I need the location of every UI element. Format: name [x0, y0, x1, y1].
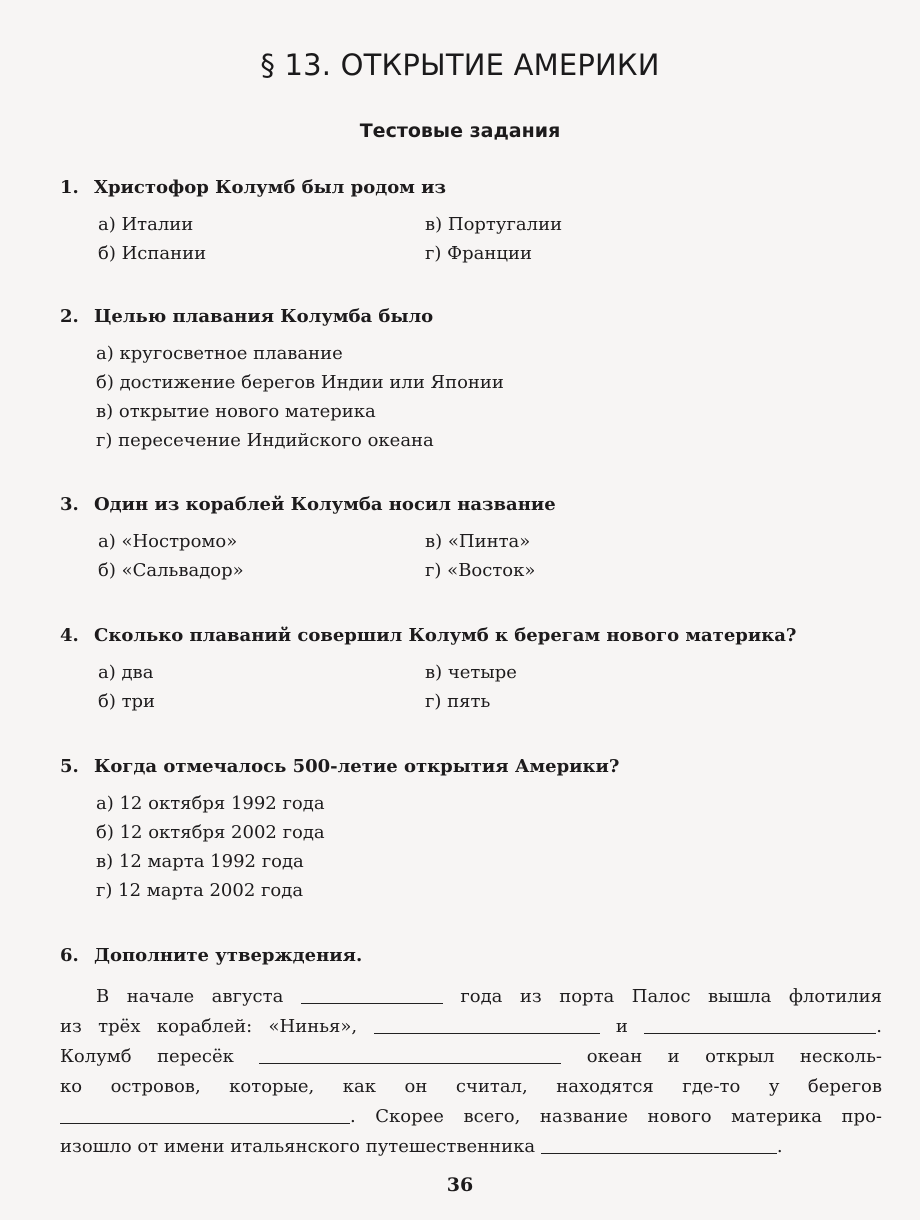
question-2 [60, 303, 860, 455]
question-6 [60, 942, 860, 970]
question-text: Сколько плаваний совершил Колумб к берегам нового материка? [94, 625, 797, 646]
section-title: Тестовые задания [359, 120, 561, 142]
answer-option[interactable]: г) «Восток» [425, 560, 536, 581]
answer-option[interactable]: а) 12 октября 1992 года [96, 793, 325, 814]
fill-line [60, 1042, 882, 1072]
answer-blank[interactable] [301, 983, 443, 1004]
answer-option[interactable]: а) кругосветное плавание [96, 343, 343, 364]
fill-text: ко островов, которые, как он считал, находятся где-то у берегов [60, 1076, 882, 1097]
question-text: Когда отмечалось 500-летие открытия Америки? [94, 756, 620, 777]
fill-text: Колумб пересёк [60, 1046, 234, 1067]
question-text: Один из кораблей Колумба носил название [94, 494, 556, 515]
fill-text: В начале августа [96, 986, 284, 1007]
question-heading [60, 942, 860, 970]
answer-option[interactable]: а) Италии [98, 214, 194, 235]
answer-blank[interactable] [60, 1103, 350, 1124]
answer-option[interactable]: г) пересечение Индийского океана [96, 430, 434, 451]
answer-blank[interactable] [259, 1043, 561, 1064]
question-number: 2. [60, 306, 79, 327]
answer-option[interactable]: а) два [98, 662, 154, 683]
fill-text: изошло от имени итальянского путешественника [60, 1136, 536, 1157]
answer-option[interactable]: в) четыре [425, 662, 517, 683]
answer-options [60, 210, 860, 268]
question-heading [60, 753, 860, 781]
question-text: Целью плавания Колумба было [94, 306, 434, 327]
answer-option[interactable]: б) достижение берегов Индии или Японии [96, 372, 504, 393]
fill-text: и [615, 1016, 628, 1037]
fill-text: океан и открыл несколь- [586, 1046, 882, 1067]
answer-option[interactable]: в) Португалии [425, 214, 563, 235]
question-1 [60, 174, 860, 268]
question-heading [60, 303, 860, 331]
question-number: 1. [60, 177, 79, 198]
fill-text: из трёх кораблей: «Нинья», [60, 1016, 358, 1037]
answer-option[interactable]: в) «Пинта» [425, 531, 531, 552]
question-heading [60, 174, 860, 202]
answer-blank[interactable] [374, 1013, 600, 1034]
fill-text: года из порта Палос вышла флотилия [460, 986, 882, 1007]
answer-option[interactable]: а) «Ностромо» [98, 531, 238, 552]
question-text: Дополните утверждения. [94, 945, 363, 966]
question-heading [60, 491, 860, 519]
answer-option[interactable]: б) «Сальвадор» [98, 560, 244, 581]
question-4 [60, 622, 860, 716]
fill-text: . [776, 1136, 783, 1157]
answer-option[interactable]: г) 12 марта 2002 года [96, 880, 304, 901]
fill-in-paragraph [60, 982, 882, 1162]
answer-option[interactable]: г) Франции [425, 243, 532, 264]
answer-options [60, 789, 860, 905]
answer-option[interactable]: б) Испании [98, 243, 207, 264]
answer-option[interactable]: б) 12 октября 2002 года [96, 822, 325, 843]
question-number: 3. [60, 494, 79, 515]
fill-line [60, 1132, 882, 1162]
question-text: Христофор Колумб был родом из [94, 177, 446, 198]
page-number: 36 [446, 1174, 474, 1196]
answer-blank[interactable] [644, 1013, 876, 1034]
chapter-title: § 13. ОТКРЫТИЕ АМЕРИКИ [260, 48, 660, 82]
answer-options [60, 339, 860, 455]
fill-line [60, 1072, 882, 1102]
question-heading [60, 622, 860, 650]
fill-line [60, 1012, 882, 1042]
fill-text: . [876, 1016, 882, 1037]
answer-option[interactable]: в) 12 марта 1992 года [96, 851, 304, 872]
question-number: 5. [60, 756, 79, 777]
answer-option[interactable]: б) три [98, 691, 156, 712]
fill-text: . Скорее всего, название нового материка про- [350, 1106, 882, 1127]
question-number: 6. [60, 945, 79, 966]
fill-line [60, 1102, 882, 1132]
answer-options [60, 527, 860, 585]
question-number: 4. [60, 625, 79, 646]
answer-blank[interactable] [541, 1133, 777, 1154]
question-3 [60, 491, 860, 585]
fill-line [60, 982, 882, 1012]
answer-options [60, 658, 860, 716]
question-5 [60, 753, 860, 905]
answer-option[interactable]: в) открытие нового материка [96, 401, 376, 422]
answer-option[interactable]: г) пять [425, 691, 491, 712]
